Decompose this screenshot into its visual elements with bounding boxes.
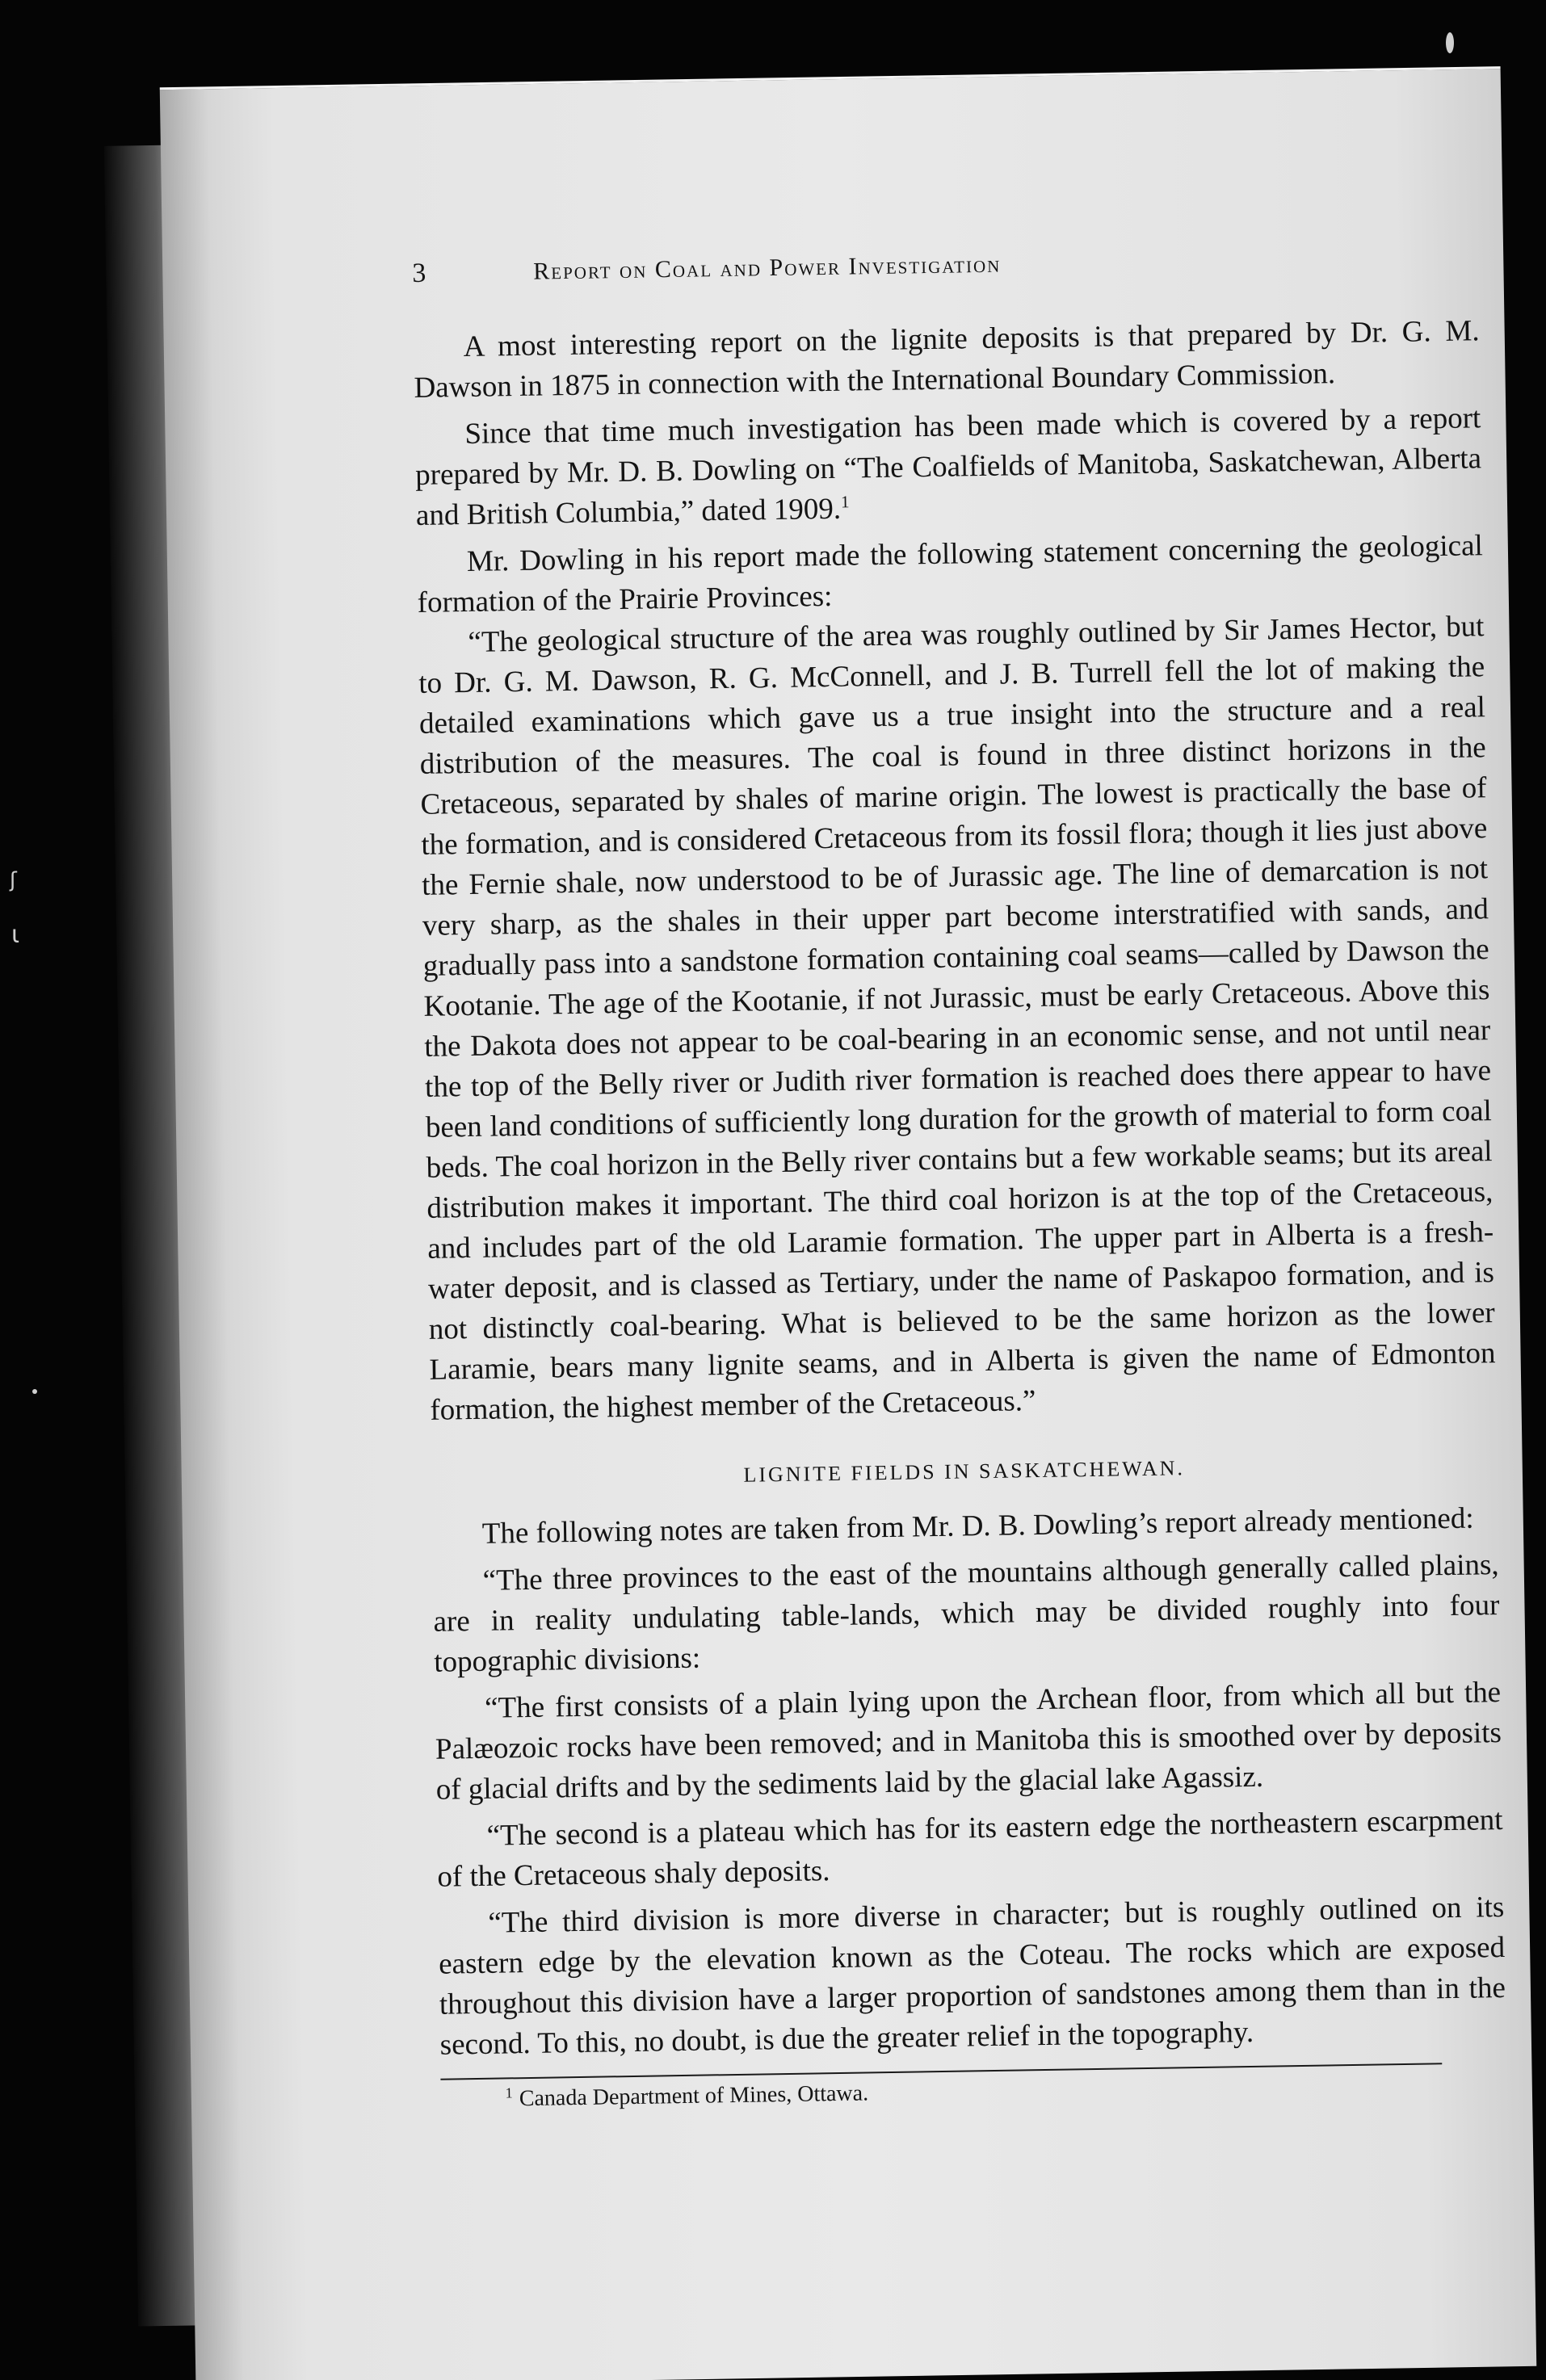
- page-content: [412, 241, 1507, 2115]
- paragraph: The following notes are taken from Mr. D. B. Dowling’s report already mentioned:: [481, 1501, 1474, 1551]
- paragraph: Mr. Dowling in his report made the following statement concerning the geological formation of the Prairie Provinces:: [417, 529, 1484, 619]
- footnote-text: Canada Department of Mines, Ottawa.: [519, 2080, 869, 2112]
- quoted-paragraph: “The third division is more diverse in character; but is roughly outlined on its eastern edge by the elevation known as the Coteau. The rocks which are exposed throughout this division have a larger proportion of sandstones among them than in the second. To this, no doubt, is due the greater relief in the topography.: [438, 1891, 1506, 2062]
- footnote-marker: 1: [505, 2084, 513, 2101]
- margin-mark: ɩ: [11, 921, 20, 949]
- page-speck: [32, 1389, 37, 1394]
- quoted-paragraph: “The three provinces to the east of the mountains although generally called plains, are in reality undulating table-lands, which may be divided roughly into four topographic divisions:: [433, 1548, 1500, 1679]
- paragraph-text: Since that time much investigation has been made which is covered by a report prepared by Mr. D. B. Dowling on “The Coalfields of Manitoba, Saskatchewan, Alberta and British Columbia,” dated 1909.: [414, 401, 1482, 532]
- paragraph: [414, 398, 1482, 536]
- quoted-paragraph: “The second is a plateau which has for its eastern edge the northeastern escarpment of the Cretaceous shaly deposits.: [437, 1803, 1503, 1894]
- footnote-reference: 1: [840, 492, 850, 512]
- margin-mark: ʃ: [10, 868, 17, 892]
- running-title: Report on Coal and Power Investigation: [533, 250, 1002, 285]
- quoted-paragraph: “The first consists of a plain lying upon the Archean floor, from which all but the Palæozoic rocks have been removed; and in Manitoba this is smoothed over by deposits of glacial drifts and by the sediments laid by the glacial lake Agassiz.: [435, 1676, 1502, 1807]
- section-heading: LIGNITE FIELDS IN SASKATCHEWAN.: [743, 1456, 1186, 1487]
- quoted-paragraph: “The geological structure of the area was roughly outlined by Sir James Hector, but to Dr. G. M. Dawson, R. G. McConnell, and J. B. Turrell fell the lot of making the detailed examinations which gave us a true insight into the structure and a real distribution of the measures. The coal is found in three distinct horizons in the Cretaceous, separated by shales of marine origin. The lowest is practically the base of the formation, and is considered Cretaceous from its fossil flora; though it lies just above the Fernie shale, now understood to be of Jurassic age. The line of demarcation is not very sharp, as the shales in their upper part become interstratified with sands, and gradually pass into a sandstone formation containing coal seams—called by Dawson the Kootanie. The age of the Kootanie, if not Jurassic, must be early Cretaceous. Above this the Dakota does not appear to be coal-bearing in an economic sense, and not until near the top of the Belly river or Judith river formation is reached does there appear to have been land conditions of sufficiently long duration for the growth of material to form coal beds. The coal horizon in the Belly river contains but a few workable seams; but its areal distribution makes it important. The third coal horizon is at the top of the Cretaceous, and includes part of the old Laramie formation. The upper part in Alberta is a fresh-water deposit, and is classed as Tertiary, under the name of Paskapoo formation, and is not distinctly coal-bearing. What is believed to be the same horizon as the lower Laramie, bears many lignite seams, and in Alberta is given the name of Edmonton formation, the highest member of the Cretaceous.”: [418, 610, 1496, 1427]
- page-speck: [1446, 32, 1454, 53]
- paragraph: A most interesting report on the lignite deposits is that prepared by Dr. G. M. Dawson in 1875 in connection with the International Boundary Commission.: [414, 314, 1480, 405]
- page-number: 3: [412, 258, 426, 288]
